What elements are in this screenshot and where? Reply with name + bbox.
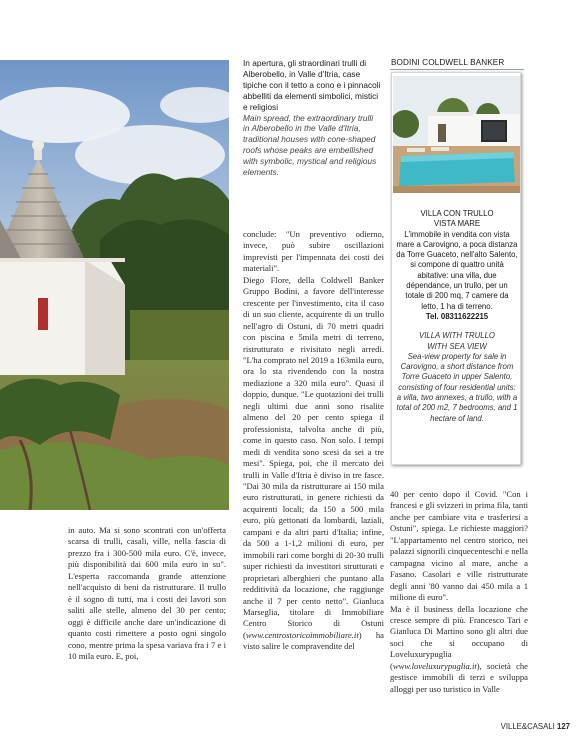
listing-heading-en-line2: WITH SEA VIEW (427, 341, 487, 351)
listing-body-english: Sea-view property for sale in Carovigno, a short distance from Torre Guaceto in upper Salento, consisting of four residential units: a villa, two annexes, a trullo, with a total of 200 m2, 7 bedrooms, and 1 hectare of land. (396, 351, 518, 423)
article-text: ), società che gestisce immobili di terzi e sviluppa alloggi per uso turistico in Valle (390, 660, 528, 694)
magazine-name: VILLE&CASALI (500, 722, 555, 731)
sidebar-title-rule (390, 69, 524, 70)
article-paragraph (243, 275, 384, 653)
article-text: Ma è il business della locazione che cresce sempre di più. Francesco Tari e Gianluca Di Martino sono gli altri due soci che si occupano di Loveluxurypuglia ( (390, 603, 528, 671)
listing-body-italian: L'immobile in vendita con vista mare a Carovigno, a poca distanza da Torre Guaceto, nell'alto Salento, si compone di quattro unità abitative: una villa, due dépendance, un trullo, per un totale di 200 mq, 7 camere da letto, 1 ha di terreno. (396, 229, 518, 311)
article-column-left (68, 525, 226, 662)
listing-heading-it-line1: VILLA CON TRULLO (420, 209, 494, 218)
article-paragraph: concludе: "Un preventivo odierno, invece, può subire oscillazioni imprevisti per l'impennata dei costi dei materiali". (243, 229, 384, 274)
article-text: ) ha visto salire le compravendite del (243, 629, 384, 652)
listing-box (391, 72, 521, 465)
villa-photo (393, 76, 520, 193)
caption-italian: In apertura, gli straordinari trulli di Alberobello, in Valle d'Itria, case tipiche con il tetto a cono e i pinnacoli abbelliti da elementi simbolici, mistici e religiosi (243, 58, 381, 112)
page-number: 127 (556, 722, 570, 731)
listing-heading-it-line2: VISTA MARE (433, 219, 481, 229)
sidebar-title: BODINI COLDWELL BANKER (391, 58, 505, 67)
article-column-right (390, 489, 528, 695)
article-paragraph (390, 604, 528, 696)
article-paragraph: 40 per cento dopo il Covid. "Con i francesi e gli svizzeri in prima fila, tanti anche per cambiare vita e trasferirsi a Ostuni", spiega. Le richieste maggiori? "L'appartamento nel centro storico, nei palazzi signorili cinquecenteschi e nella campagna vicino al mare, anche a Fasano. Casolari e ville ristrutturate degli anni '80 vanno dai 450 mila a 1 milione di euro". (390, 489, 528, 603)
article-text: Diego Flore, della Coldwell Banker Gruppo Bodini, a favore dell'interesse crescente per l'investimento, cita il caso di un suo cliente, acquirente di un trullo nell'agro di Ostuni, di 70 metri quadri con piscina e 5mila metri di terreno, ristrutturato e rivisitato negli arredi. "L'ha comprato nel 2019 a 163mila euro, ora lo sta rivendendo con la nostra mediazione a 320 mila euro". Quasi il doppio, dunque. "Le quotazioni dei trulli negli ultimi due anni sono risalite almeno del 20 per cento spiega il professionista, talvolta anche di più, come in questo caso. Non solo. I tempi medi di vendita sono scesi da sei a tre mesi". Spiega, poi, che il mercato dei trulli in Valle d'Itria è diviso in tre fasce. "Dai 30 mila da ristrutturare ai 150 mila euro ristrutturati, in genere richiesti da acquirenti locali; da 150 a 500 mila euro, più gettonati da lombardi, laziali, campani e da altri parti d'Italia; infine, da 500 a 1-1,2 milioni di euro, per immobili rari come borghi di 20-30 trulli super richiesti da investitori strutturati e proprietari alberghieri che puntano alla redditività da locazione, che raggiunge anche il 7 per cento netto". Gianluca Marseglia, titolare di Immobiliare Centro Storico di Ostuni ( (243, 274, 384, 640)
article-url: www.loveluxurypuglia.it (392, 660, 477, 671)
article-url: www.centrostoricoimmobiliare.it (245, 629, 359, 640)
page-footer (501, 722, 570, 731)
photo-caption (243, 58, 381, 178)
article-paragraph: in auto. Ma si sono scontrati con un'offerta scarsa di trulli, casali, ville, nella fascia di prezzo fra i 300-500 mila euro. C'è, invece, più disponibilità dai 600 mila euro in su". L'esperta raccomanda grande attenzione nell'acquisto di beni da ristrutturare. Il trullo è il sogno di tutti, ma i costi dei lavori son saliti alle stelle, almeno del 30 per cento; oggi è difficile anche dare un'indicazione di quanto costi rimettere a posto ogni singolo cono, mentre prima la spesa variava fra i 7 e i 10 mila euro. E, poi, (68, 525, 226, 661)
trulli-photo (0, 60, 229, 510)
listing-phone: Tel. 08311622215 (425, 311, 489, 321)
listing-heading-en-line1: VILLA WITH TRULLO (419, 331, 495, 341)
caption-english: Main spread, the extraordinary trulli in Alberobello in the Valle d'Itria, traditional houses with cone-shaped roofs whose peaks are embellished with symbolic, mystical and religious elements. (243, 112, 377, 178)
listing-details (392, 209, 522, 424)
article-column-middle (243, 229, 384, 653)
